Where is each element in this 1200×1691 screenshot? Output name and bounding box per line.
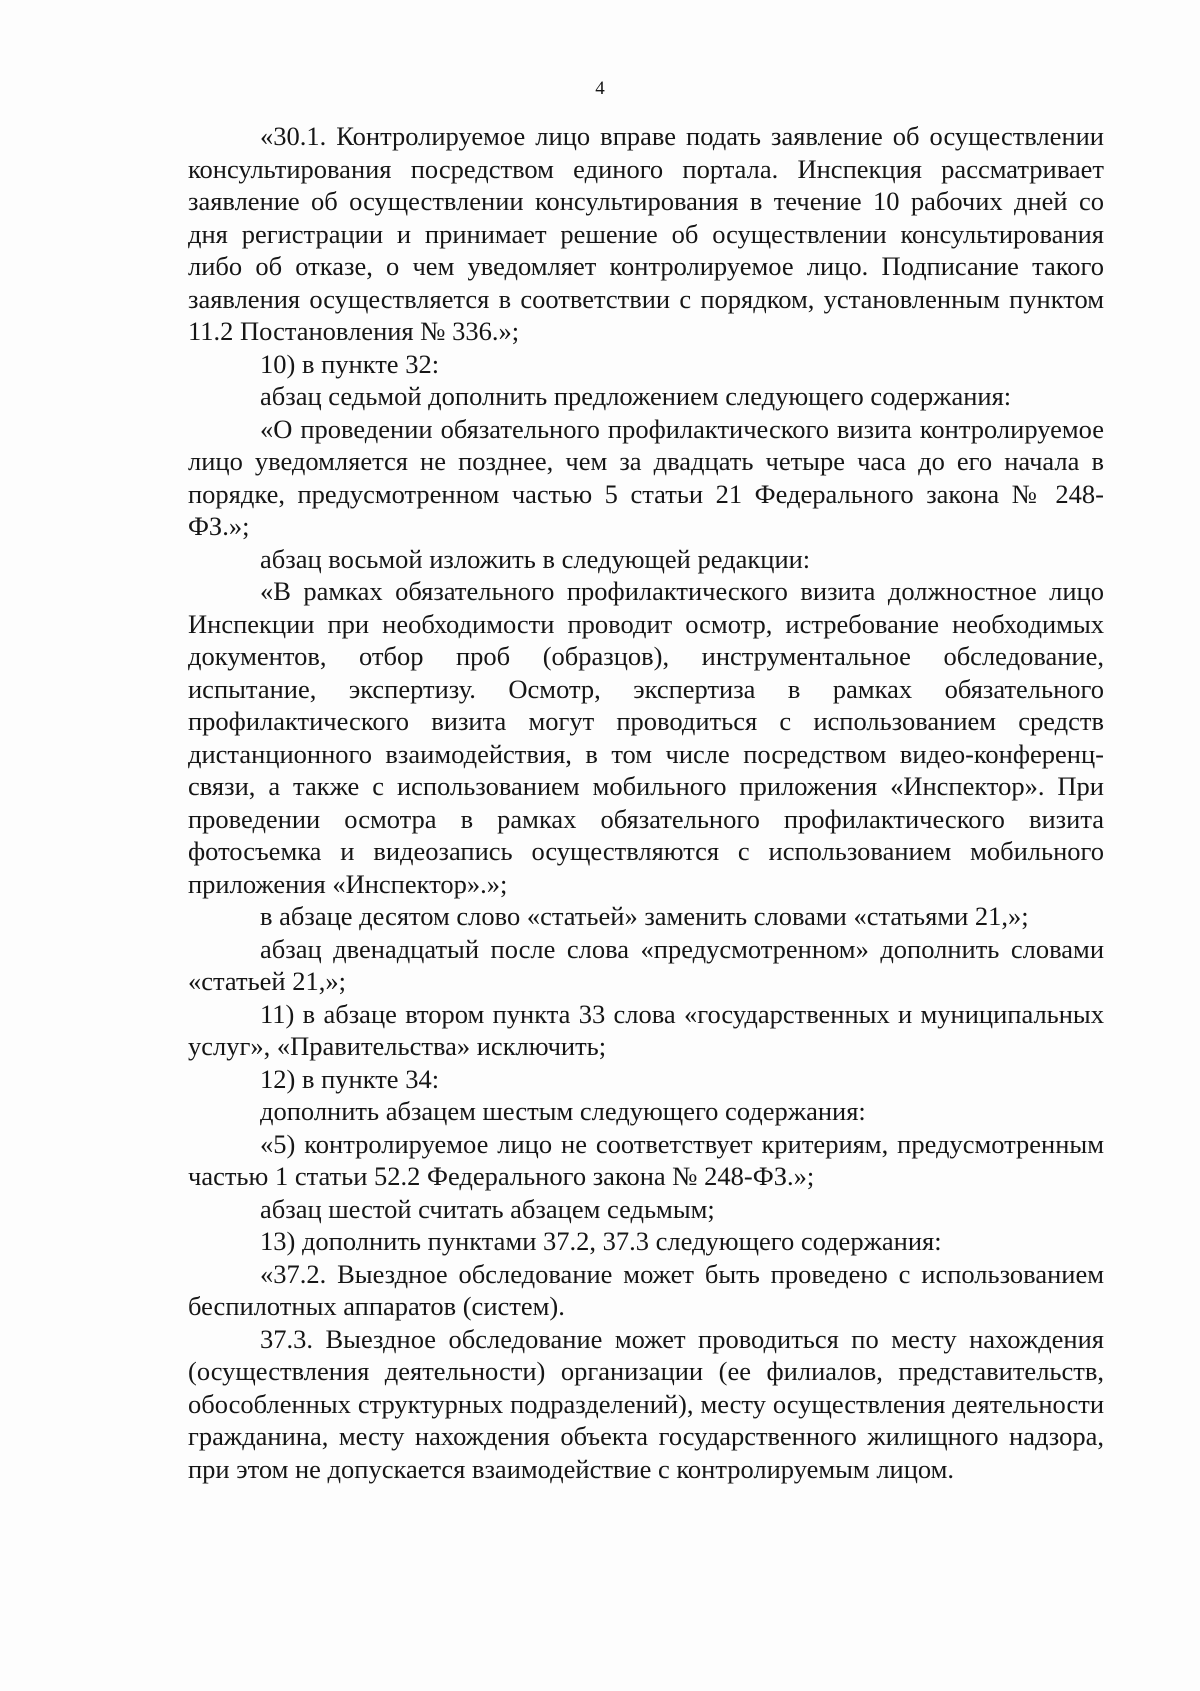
paragraph-30-1: «30.1. Контролируемое лицо вправе подать заявление об осуществлении консультирования посредством единого портала. Инспекция рассматривает заявление об осуществлении консультирования в течение 10 рабочих дней со дня регистрации и принимает решение об осуществлении консультирования либо об отказе, о чем уведомляет контролируемое лицо. Подписание такого заявления осуществляется в соответствии с порядком, установленным пунктом 11.2 Постановления № 336.»; xyxy=(188,121,1104,346)
paragraph-item-10-amend-8: абзац восьмой изложить в следующей редакции: xyxy=(260,543,811,574)
paragraph-item-10-amend-7: абзац седьмой дополнить предложением следующего содержания: xyxy=(260,381,1012,411)
paragraph-item-13: 13) дополнить пунктами 37.2, 37.3 следующего содержания: xyxy=(260,1226,942,1256)
paragraph-item-12: 12) в пункте 34: xyxy=(260,1063,440,1094)
paragraph-item-10-quote-7: «О проведении обязательного профилактического визита контролируемое лицо уведомляется не позднее, чем за двадцать четыре часа до его начала в порядке, предусмотренном частью 5 статьи 21 Федерального закона № 248-ФЗ.»; xyxy=(188,413,1104,541)
paragraph-37-2: «37.2. Выездное обследование может быть проведено с использованием беспилотных аппаратов (систем). xyxy=(188,1258,1104,1321)
paragraph-37-3: 37.3. Выездное обследование может проводиться по месту нахождения (осуществления деятельности) организации (ее филиалов, представительств, обособленных структурных подразделений), месту осуществления деятельности гражданина, месту нахождения объекта государственного жилищного надзора, при этом не допускается взаимодействие с контролируемым лицом. xyxy=(188,1323,1104,1484)
paragraph-item-12-quote: «5) контролируемое лицо не соответствует критериям, предусмотренным частью 1 статьи 52.2 Федерального закона № 248-ФЗ.»; xyxy=(188,1128,1104,1191)
paragraph-item-10-amend-10: в абзаце десятом слово «статьей» заменить словами «статьями 21,»; xyxy=(260,901,1029,931)
page-number: 4 xyxy=(595,78,605,99)
paragraph-item-12-amend: дополнить абзацем шестым следующего содержания: xyxy=(260,1096,866,1126)
paragraph-item-12-renumber: абзац шестой считать абзацем седьмым; xyxy=(260,1193,715,1224)
paragraph-item-11: 11) в абзаце втором пункта 33 слова «государственных и муниципальных услуг», «Правительства» исключить; xyxy=(188,998,1104,1061)
document-body xyxy=(188,120,1104,1485)
paragraph-item-10-quote-8: «В рамках обязательного профилактического визита должностное лицо Инспекции при необходимости проводит осмотр, истребование необходимых документов, отбор проб (образцов), инструментальное обследование, испытание, экспертизу. Осмотр, экспертиза в рамках обязательного профилактического визита могут проводиться с использованием средств дистанционного взаимодействия, в том числе посредством видео-конференц-связи, а также с использованием мобильного приложения «Инспектор». При проведении осмотра в рамках обязательного профилактического визита фотосъемка и видеозапись осуществляются с использованием мобильного приложения «Инспектор».»; xyxy=(188,576,1104,899)
paragraph-item-10: 10) в пункте 32: xyxy=(260,348,440,379)
paragraph-item-10-amend-12: абзац двенадцатый после слова «предусмотренном» дополнить словами «статьей 21,»; xyxy=(188,933,1104,996)
